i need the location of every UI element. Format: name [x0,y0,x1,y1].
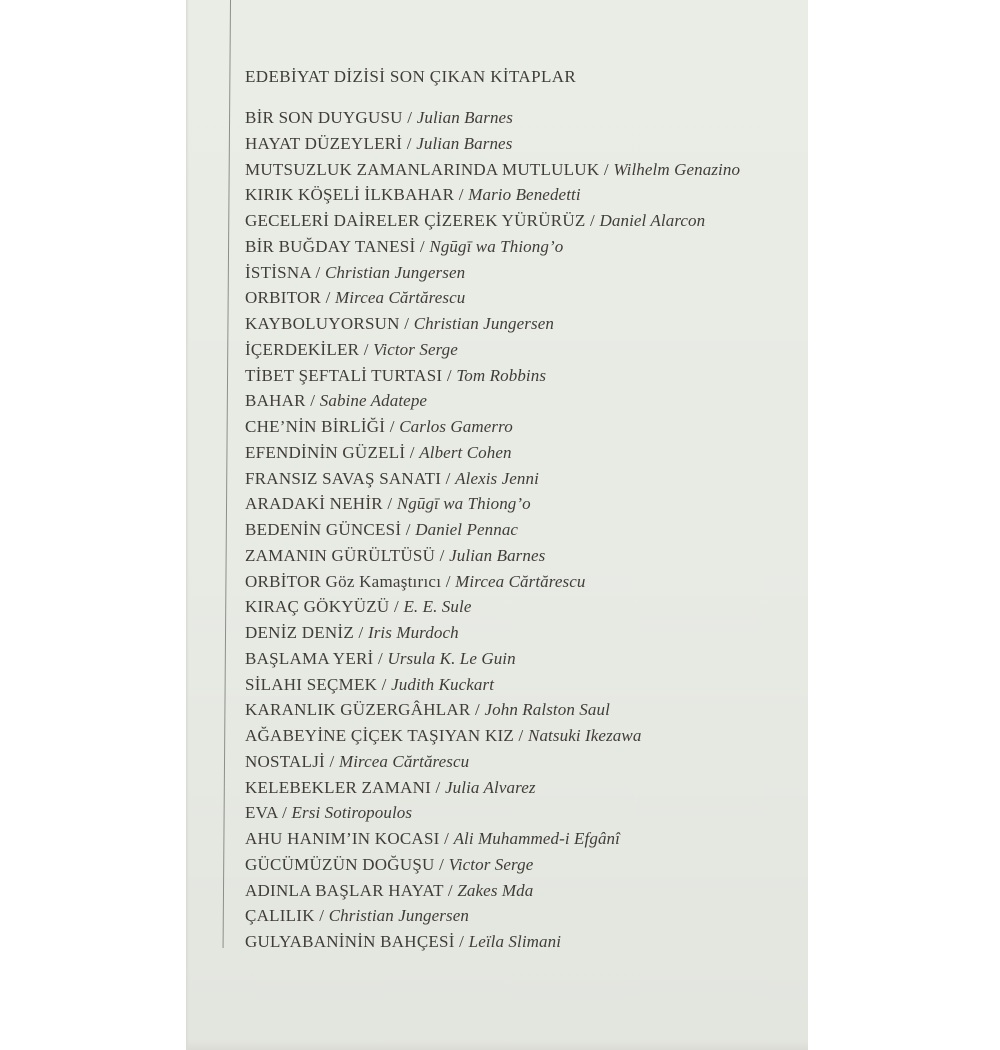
title-author-separator: / [389,597,404,617]
book-title: DENİZ DENİZ [245,623,354,642]
book-list-item [245,491,785,517]
book-list [245,105,785,955]
book-title: HAYAT DÜZEYLERİ [245,133,403,153]
title-author-separator: / [599,159,614,179]
book-list-item [245,414,785,440]
book-title: KELEBEKLER ZAMANI [245,777,432,797]
title-author-separator: / [405,442,420,462]
title-author-separator: / [402,133,417,153]
book-author: Ursula K. Le Guin [387,648,516,668]
book-list-item [245,311,785,337]
book-title: GECELERİ DAİRELER ÇİZEREK YÜRÜRÜZ [245,211,586,230]
title-author-separator: / [439,829,454,848]
book-list-item [245,852,785,878]
book-author: Julian Barnes [416,133,513,153]
book-title: BEDENİN GÜNCESİ [245,520,402,539]
book-list-item [245,903,785,929]
book-list-item [245,620,785,646]
book-title: GULYABANİNİN BAHÇESİ [245,932,455,951]
title-author-separator: / [415,236,430,256]
book-list-item [245,182,785,208]
book-title: KIRIK KÖŞELİ İLKBAHAR [245,185,455,205]
book-list-item [245,929,785,955]
book-title: EVA [245,803,278,823]
book-author: Alexis Jenni [455,468,539,488]
book-title: BAHAR [245,391,306,411]
book-title: KIRAÇ GÖKYÜZÜ [245,597,390,617]
book-title: AHU HANIM’IN KOCASI [245,829,440,848]
book-title: ARADAKİ NEHİR [245,494,383,514]
book-title: ZAMANIN GÜRÜLTÜSÜ [245,545,436,565]
book-title: BİR BUĞDAY TANESİ [245,236,416,256]
book-author: Leïla Slimani [468,932,562,951]
title-author-separator: / [321,288,336,308]
title-author-separator: / [310,262,325,282]
title-author-separator: / [470,700,485,720]
book-title: ORBITOR [245,288,322,308]
book-list-item [245,285,785,311]
book-list-item [245,775,785,801]
title-author-separator: / [377,674,392,694]
book-list-item [245,517,785,543]
book-author: Ngūgī wa Thiong’o [429,236,564,256]
title-author-separator: / [441,571,456,591]
book-title: GÜCÜMÜZÜN DOĞUŞU [245,854,435,874]
title-author-separator: / [305,391,320,411]
page-content [245,66,785,955]
book-author: Judith Kuckart [391,674,495,694]
section-title: EDEBİYAT DİZİSİ SON ÇIKAN KİTAPLAR [245,67,577,86]
title-author-separator: / [277,803,292,823]
book-title: ORBİTOR Göz Kamaştırıcı [245,571,442,591]
title-author-separator: / [399,314,414,333]
book-list-item [245,234,785,260]
title-author-separator: / [441,468,456,488]
title-author-separator: / [402,108,417,127]
book-author: Natsuki Ikezawa [528,726,642,745]
book-list-item [245,363,785,389]
book-author: Zakes Mda [457,880,534,900]
book-list-item [245,594,785,620]
book-author: Wilhelm Genazino [613,159,741,179]
book-title: BAŞLAMA YERİ [245,648,374,668]
book-author: Mircea Cărtărescu [335,288,466,308]
book-list-item [245,388,785,414]
book-list-item [245,646,785,672]
title-author-separator: / [585,211,600,230]
book-list-item [245,723,785,749]
book-author: Mircea Cărtărescu [455,571,586,591]
book-title: AĞABEYİNE ÇİÇEK TAŞIYAN KIZ [245,726,515,745]
book-list-item [245,105,785,131]
book-list-item [245,749,785,775]
book-list-item [245,543,785,569]
title-author-separator: / [434,854,449,874]
book-title: FRANSIZ SAVAŞ SANATI [245,468,442,488]
book-author: Daniel Pennac [415,520,519,539]
book-title: BİR SON DUYGUSU [245,108,403,127]
title-author-separator: / [514,726,529,745]
book-title: ADINLA BAŞLAR HAYAT [245,880,444,900]
book-list-item [245,672,785,698]
book-list-item [245,466,785,492]
title-author-separator: / [382,494,397,514]
book-author: Victor Serge [373,339,458,359]
book-title: TİBET ŞEFTALİ TURTASI [245,365,443,385]
title-author-separator: / [353,623,368,642]
book-list-item [245,131,785,157]
book-title: CHE’NİN BİRLİĞİ [245,417,386,436]
book-author: Albert Cohen [419,442,512,462]
book-title: İÇERDEKİLER [245,339,360,359]
book-list-item [245,208,785,234]
vertical-rule [223,0,231,948]
book-author: Ersi Sotiropoulos [291,803,413,823]
book-title: SİLAHI SEÇMEK [245,674,378,694]
book-list-item [245,260,785,286]
book-title: İSTİSNA [245,262,311,282]
book-author: Julia Alvarez [445,777,536,797]
book-author: Mario Benedetti [468,185,581,205]
book-list-item [245,878,785,904]
book-author: Carlos Gamerro [399,417,513,436]
title-author-separator: / [314,906,329,926]
title-author-separator: / [324,751,339,771]
book-author: Mircea Cărtărescu [338,751,470,771]
book-title: KARANLIK GÜZERGÂHLAR [245,700,471,720]
book-list-item [245,800,785,826]
title-author-separator: / [401,520,416,539]
book-author: Sabine Adatepe [319,391,428,411]
book-list-item [245,697,785,723]
title-author-separator: / [443,880,458,900]
title-author-separator: / [385,417,400,436]
book-author: Christian Jungersen [413,314,554,333]
book-author: E. E. Sule [403,597,472,617]
book-list-item [245,569,785,595]
book-author: Daniel Alarcon [599,211,706,230]
title-author-separator: / [454,932,469,951]
book-author: Ali Muhammed-i Efgânî [453,829,620,848]
book-title: NOSTALJİ [245,751,325,771]
book-author: Julian Barnes [416,108,513,127]
book-list-item [245,440,785,466]
title-author-separator: / [373,648,388,668]
book-author: Iris Murdoch [367,623,459,642]
book-title: KAYBOLUYORSUN [245,314,400,333]
book-author: Christian Jungersen [328,906,469,926]
book-author: Tom Robbins [456,365,547,385]
title-author-separator: / [431,777,446,797]
title-author-separator: / [454,185,469,205]
book-page [186,0,808,1050]
book-list-item [245,337,785,363]
title-author-separator: / [435,545,450,565]
book-list-item [245,826,785,852]
book-author: Julian Barnes [449,545,546,565]
book-author: Christian Jungersen [324,262,466,282]
book-list-item [245,157,785,183]
book-title: ÇALILIK [245,906,315,926]
book-title: EFENDİNİN GÜZELİ [245,442,406,462]
title-author-separator: / [442,365,457,385]
book-title: MUTSUZLUK ZAMANLARINDA MUTLULUK [245,159,600,179]
title-author-separator: / [359,339,374,359]
book-author: Victor Serge [448,854,534,874]
book-author: Ngūgī wa Thiong’o [396,494,531,514]
book-author: John Ralston Saul [484,700,610,720]
